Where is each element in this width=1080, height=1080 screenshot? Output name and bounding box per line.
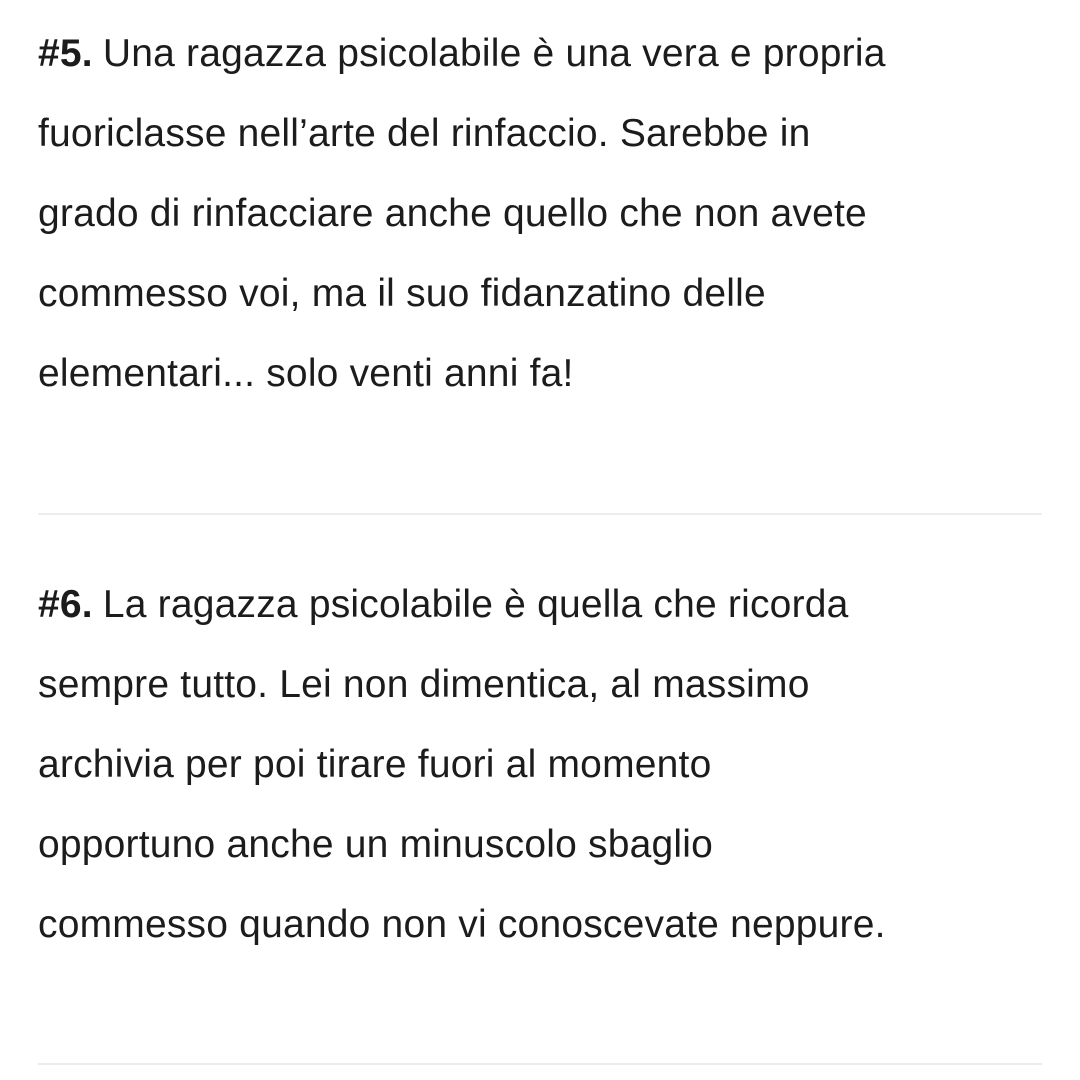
list-item-6 xyxy=(38,565,1048,965)
item-6-line-1 xyxy=(38,565,1048,645)
item-5-line-1 xyxy=(38,14,1048,94)
item-5-text-line-5: elementari... solo venti anni fa! xyxy=(38,352,574,395)
item-5-text-line-1: Una ragazza psicolabile è una vera e propria xyxy=(102,32,886,75)
section-divider xyxy=(38,513,1042,515)
item-6-text-line-2: sempre tutto. Lei non dimentica, al massimo xyxy=(38,663,810,706)
item-6-text-line-1: La ragazza psicolabile è quella che ricorda xyxy=(102,583,849,626)
list-item-5 xyxy=(38,14,1048,414)
item-6-text-line-4: opportuno anche un minuscolo sbaglio xyxy=(38,823,713,866)
item-5-text-line-4: commesso voi, ma il suo fidanzatino delle xyxy=(38,272,766,315)
item-6-number: #6. xyxy=(38,583,93,626)
item-5-text-line-2: fuoriclasse nell’arte del rinfaccio. Sarebbe in xyxy=(38,112,811,155)
item-6-text-line-5: commesso quando non vi conoscevate neppure. xyxy=(38,903,886,946)
section-divider xyxy=(38,1063,1042,1065)
item-5-number: #5. xyxy=(38,32,93,75)
item-5-text-line-3: grado di rinfacciare anche quello che non avete xyxy=(38,192,867,235)
item-6-text-line-3: archivia per poi tirare fuori al momento xyxy=(38,743,712,786)
